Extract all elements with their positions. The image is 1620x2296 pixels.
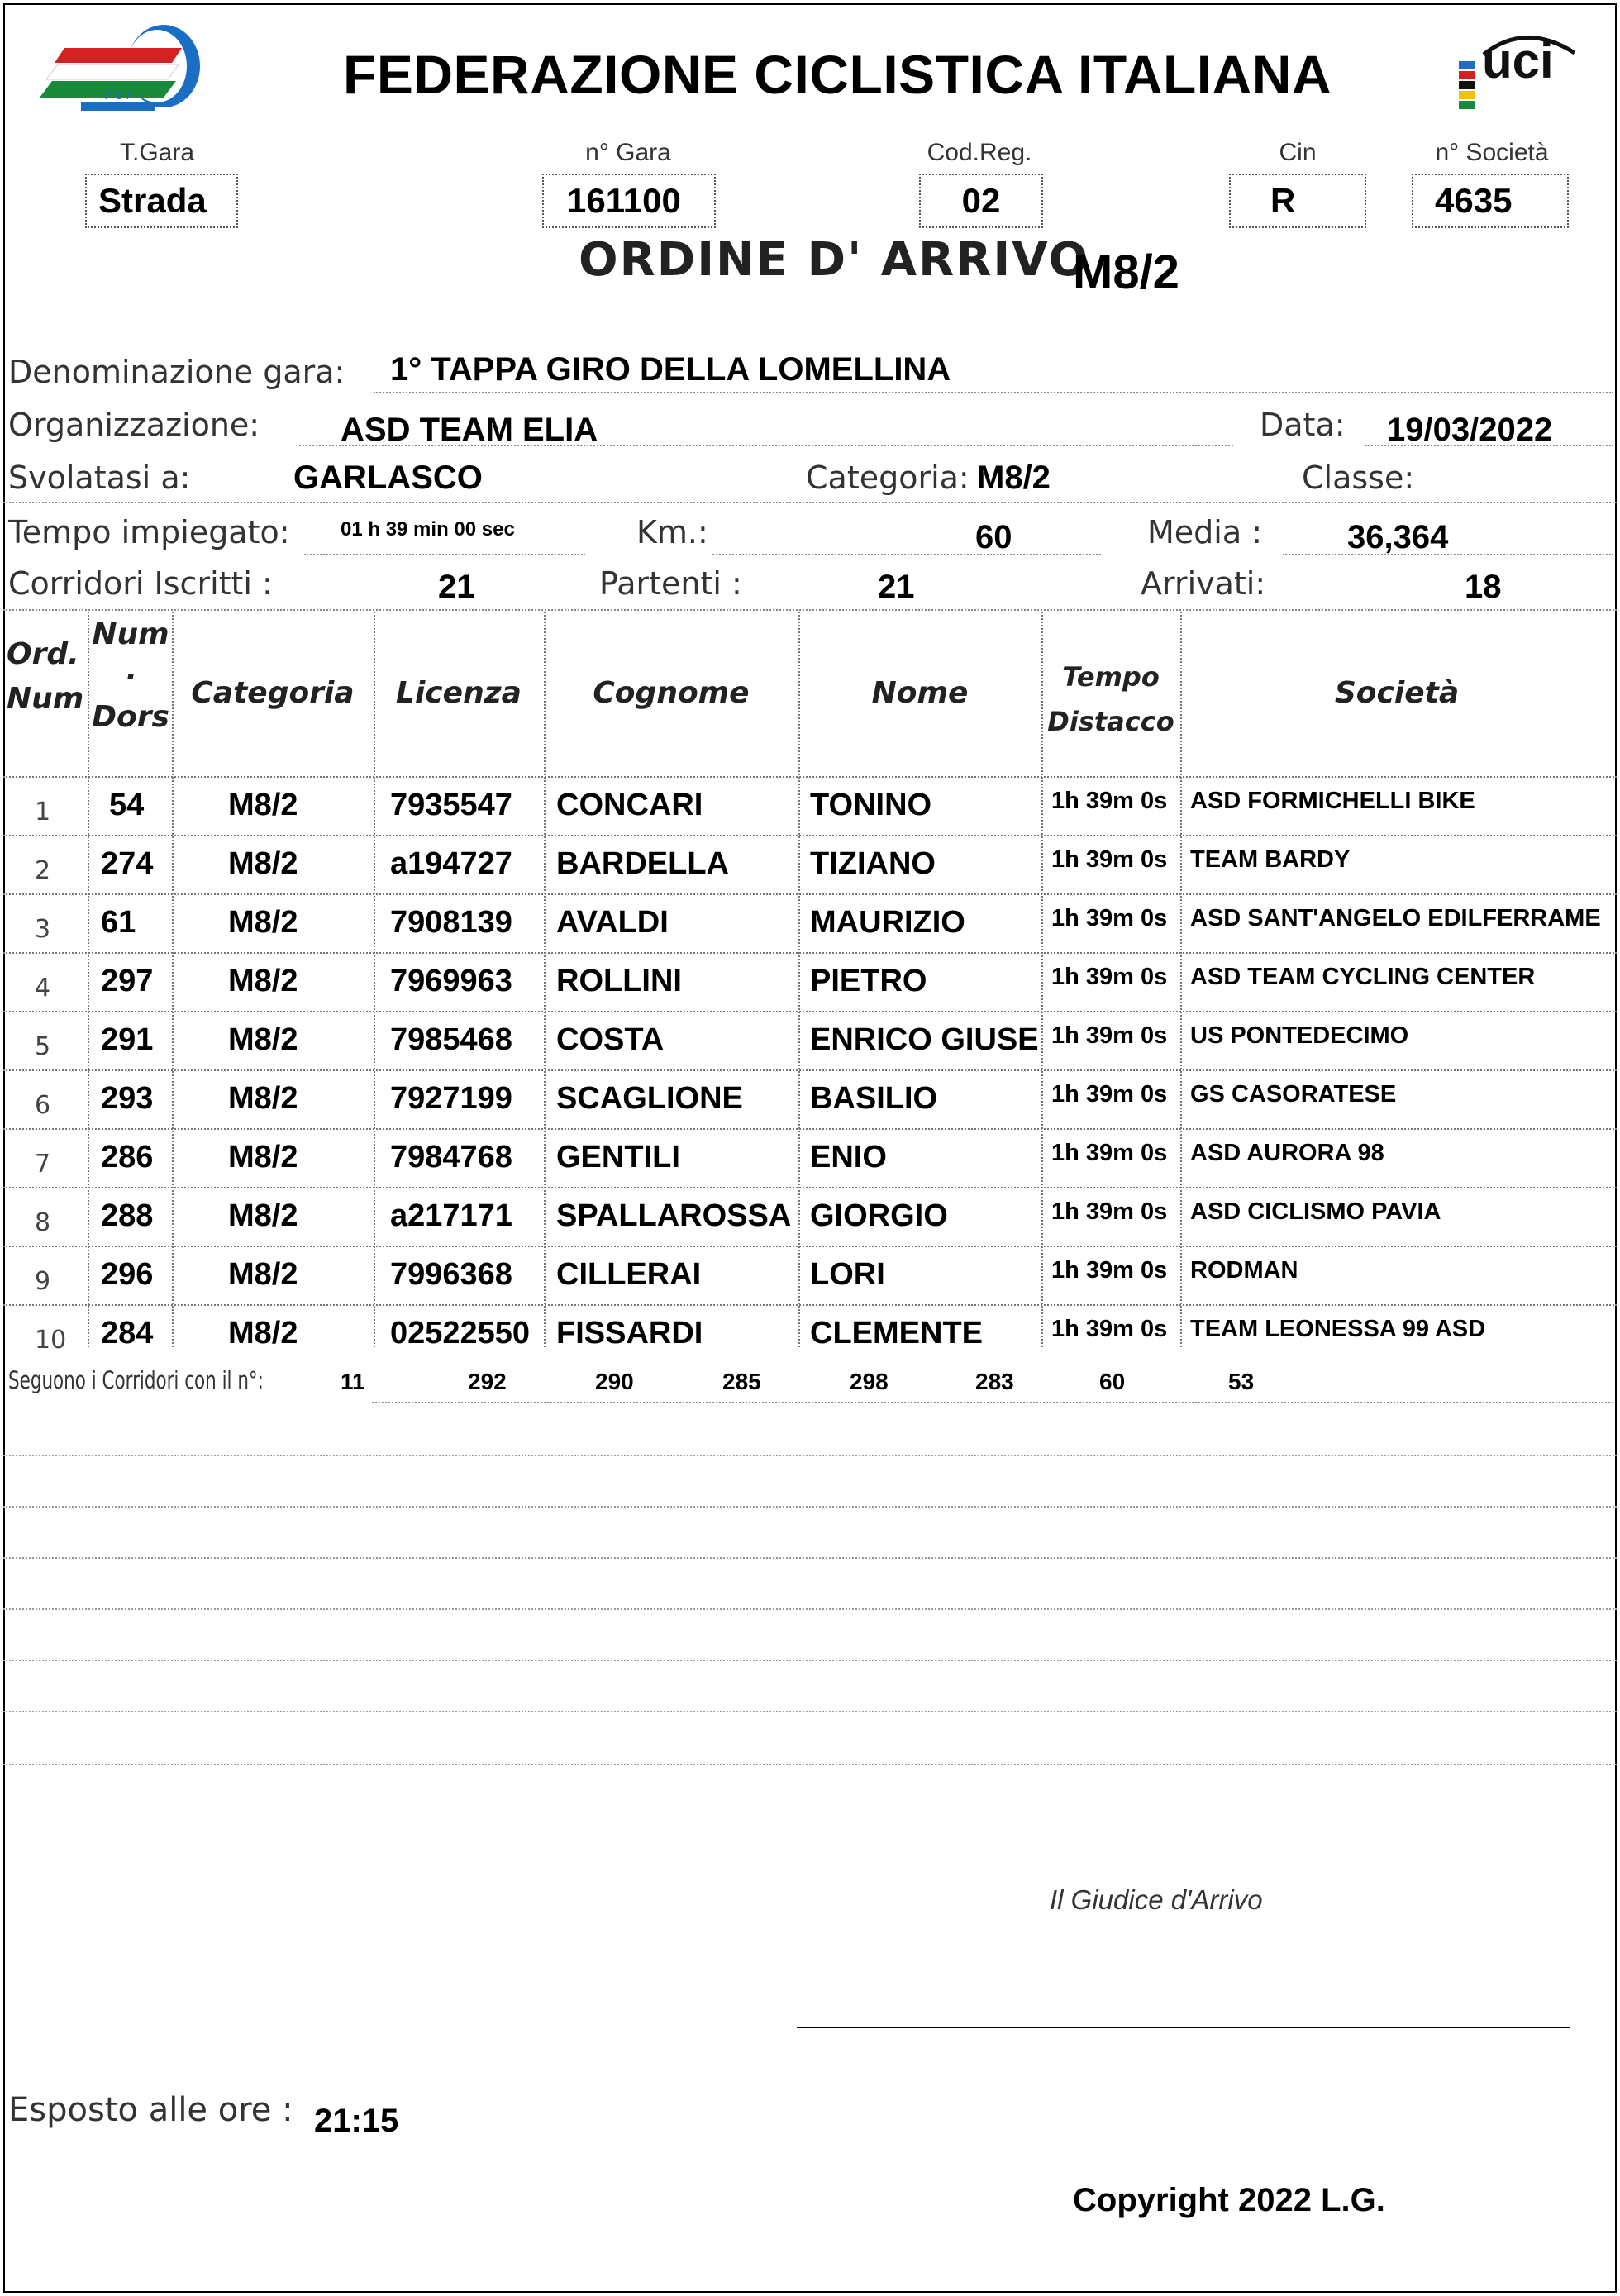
tempo-value: 01 h 39 min 00 sec	[341, 518, 515, 541]
col-divider	[1180, 612, 1182, 1347]
cell-licenza: a194727	[390, 846, 512, 881]
cell-num: 293	[101, 1081, 154, 1116]
svolatasi-label: Svolatasi a:	[8, 460, 191, 496]
cell-categoria: M8/2	[228, 905, 298, 940]
ruled-line	[3, 1660, 1617, 1661]
categoria-label: Categoria:	[806, 460, 970, 496]
cell-num: 288	[101, 1198, 154, 1233]
col-divider	[798, 612, 800, 1347]
cell-categoria: M8/2	[228, 1257, 298, 1292]
cell-nome: CLEMENTE	[810, 1316, 983, 1350]
svolatasi-line	[3, 502, 1617, 503]
codreg-value: 02	[919, 174, 1043, 228]
ruled-line	[3, 1506, 1617, 1508]
cell-cognome: SPALLAROSSA	[556, 1198, 792, 1233]
cell-nome: TIZIANO	[810, 846, 936, 881]
follower-number: 60	[1099, 1369, 1126, 1394]
categoria-value: M8/2	[977, 460, 1051, 496]
cell-ord: 6	[35, 1091, 51, 1120]
km-line	[712, 554, 1101, 555]
cell-num: 297	[101, 964, 154, 998]
row-divider	[3, 1011, 1617, 1012]
cell-num: 54	[109, 788, 145, 822]
iscritti-label: Corridori Iscritti :	[8, 565, 273, 602]
row-divider	[3, 1128, 1617, 1130]
header-num-line2: Dors	[92, 700, 169, 734]
header-num	[89, 613, 172, 739]
cell-societa: ASD CICLISMO PAVIA	[1190, 1198, 1441, 1225]
cell-categoria: M8/2	[228, 1081, 298, 1116]
cell-categoria: M8/2	[228, 846, 298, 881]
cell-tempo: 1h 39m 0s	[1051, 964, 1168, 990]
category-heading: M8/2	[1073, 245, 1179, 299]
cell-ord: 3	[35, 915, 51, 944]
cell-tempo: 1h 39m 0s	[1051, 1198, 1168, 1225]
cell-societa: US PONTEDECIMO	[1190, 1022, 1409, 1049]
ruled-line	[3, 1608, 1617, 1610]
arrivati-value: 18	[1465, 569, 1502, 605]
cell-societa: TEAM BARDY	[1190, 846, 1351, 873]
cell-nome: ENRICO GIUSE	[810, 1022, 1039, 1057]
cell-ord: 1	[35, 798, 51, 826]
cell-num: 284	[101, 1316, 154, 1350]
follower-number: 292	[468, 1369, 507, 1394]
cell-tempo: 1h 39m 0s	[1051, 1257, 1168, 1284]
row-divider	[3, 952, 1617, 954]
svg-text:F C I: F C I	[104, 88, 131, 102]
table-header-divider	[3, 776, 1617, 778]
copyright: Copyright 2022 L.G.	[1073, 2182, 1385, 2218]
cell-ord: 10	[35, 1326, 67, 1355]
row-divider	[3, 835, 1617, 836]
header-ord-line2: Num	[7, 682, 84, 716]
cell-num: 296	[101, 1257, 154, 1292]
cell-nome: GIORGIO	[810, 1198, 948, 1233]
denominazione-line	[374, 392, 1613, 393]
ngara-value: 161100	[542, 174, 716, 228]
uci-logo	[1451, 21, 1587, 117]
cell-categoria: M8/2	[228, 1198, 298, 1233]
cell-categoria: M8/2	[228, 1316, 298, 1350]
cell-ord: 9	[35, 1267, 51, 1296]
cell-categoria: M8/2	[228, 964, 298, 998]
header-nome: Nome	[871, 676, 969, 710]
cell-cognome: AVALDI	[556, 905, 669, 940]
cell-ord: 2	[35, 856, 51, 885]
organizzazione-label: Organizzazione:	[8, 407, 260, 443]
header-tempo-line1: Tempo	[1062, 661, 1160, 693]
signature-line	[797, 2027, 1570, 2028]
cell-societa: ASD AURORA 98	[1190, 1140, 1384, 1166]
tgara-value: Strada	[85, 174, 238, 228]
cell-cognome: CILLERAI	[556, 1257, 702, 1292]
followers-label: Seguono i Corridori con il n°:	[8, 1366, 264, 1394]
data-value: 19/03/2022	[1387, 412, 1553, 448]
header-tempo	[1041, 655, 1180, 744]
cell-num: 61	[101, 905, 136, 940]
cell-nome: ENIO	[810, 1140, 887, 1174]
row-divider	[3, 1246, 1617, 1247]
col-divider	[172, 612, 174, 1347]
cell-cognome: ROLLINI	[556, 964, 682, 998]
cell-societa: GS CASORATESE	[1190, 1081, 1397, 1108]
cell-licenza: 7985468	[390, 1022, 512, 1057]
cell-licenza: 7927199	[390, 1081, 512, 1116]
iscritti-value: 21	[438, 569, 475, 605]
ngara-label: n° Gara	[585, 139, 671, 166]
denominazione-label: Denominazione gara:	[8, 354, 345, 390]
cell-cognome: BARDELLA	[556, 846, 729, 881]
header-societa: Società	[1334, 676, 1460, 710]
cin-label: Cin	[1279, 139, 1317, 166]
cell-ord: 5	[35, 1032, 51, 1061]
col-divider	[374, 612, 375, 1347]
federation-title: FEDERAZIONE CICLISTICA ITALIANA	[343, 44, 1332, 105]
ordine-arrivo-title: ORDINE D' ARRIVO	[579, 233, 1090, 287]
cell-societa: TEAM LEONESSA 99 ASD	[1190, 1316, 1486, 1342]
cell-ord: 4	[35, 974, 51, 1003]
cell-licenza: 02522550	[390, 1316, 531, 1350]
row-divider	[3, 1187, 1617, 1188]
follower-number: 285	[722, 1369, 761, 1394]
cell-tempo: 1h 39m 0s	[1051, 1140, 1168, 1166]
table-top-line	[3, 609, 1617, 611]
follower-number: 53	[1228, 1369, 1255, 1394]
cell-licenza: 7996368	[390, 1257, 512, 1292]
cell-categoria: M8/2	[228, 788, 298, 822]
giudice-label: Il Giudice d'Arrivo	[1050, 1884, 1263, 1915]
cell-categoria: M8/2	[228, 1140, 298, 1174]
cell-num: 286	[101, 1140, 154, 1174]
col-divider	[544, 612, 546, 1347]
partenti-value: 21	[878, 569, 915, 605]
row-divider	[3, 893, 1617, 895]
cell-tempo: 1h 39m 0s	[1051, 905, 1168, 931]
nsocieta-label: n° Società	[1435, 139, 1549, 166]
cell-num: 291	[101, 1022, 154, 1057]
cell-num: 274	[101, 846, 154, 881]
header-num-dot: ·	[125, 660, 136, 694]
km-label: Km.:	[636, 514, 708, 550]
svg-text:uci: uci	[1482, 33, 1554, 88]
ruled-line	[3, 1711, 1617, 1712]
cell-cognome: CONCARI	[556, 788, 703, 822]
cell-cognome: SCAGLIONE	[556, 1081, 743, 1116]
follower-number: 11	[341, 1369, 365, 1394]
media-value: 36,364	[1347, 519, 1449, 555]
cell-nome: LORI	[810, 1257, 885, 1292]
cell-licenza: 7908139	[390, 905, 512, 940]
cell-societa: ASD FORMICHELLI BIKE	[1190, 788, 1475, 814]
esposto-value: 21:15	[314, 2103, 399, 2139]
follower-number: 283	[975, 1369, 1014, 1394]
data-label: Data:	[1260, 407, 1346, 443]
row-divider	[3, 1069, 1617, 1071]
header-ord	[7, 632, 84, 722]
cell-societa: ASD SANT'ANGELO EDILFERRAME	[1190, 905, 1601, 931]
cell-ord: 7	[35, 1150, 51, 1179]
cell-cognome: GENTILI	[556, 1140, 680, 1174]
header-licenza: Licenza	[396, 676, 522, 710]
tgara-label: T.Gara	[119, 139, 195, 166]
fci-logo	[31, 23, 201, 112]
cell-licenza: 7935547	[390, 788, 512, 822]
classe-label: Classe:	[1302, 460, 1415, 496]
arrivati-label: Arrivati:	[1141, 565, 1266, 602]
cell-licenza: 7969963	[390, 964, 512, 998]
cell-tempo: 1h 39m 0s	[1051, 1081, 1168, 1108]
esposto-label: Esposto alle ore :	[8, 2091, 293, 2129]
cell-nome: TONINO	[810, 788, 932, 822]
media-label: Media :	[1147, 514, 1263, 550]
cell-categoria: M8/2	[228, 1022, 298, 1057]
tempo-line	[304, 554, 585, 555]
cell-tempo: 1h 39m 0s	[1051, 788, 1168, 814]
followers-line	[372, 1402, 1613, 1403]
cell-ord: 8	[35, 1208, 51, 1237]
header-ord-line1: Ord.	[7, 637, 79, 671]
nsocieta-value: 4635	[1412, 174, 1569, 228]
ruled-line	[3, 1764, 1617, 1765]
ruled-line	[3, 1557, 1617, 1559]
header-tempo-line2: Distacco	[1047, 706, 1174, 737]
cell-nome: BASILIO	[810, 1081, 938, 1116]
codreg-label: Cod.Reg.	[927, 139, 1032, 166]
follower-number: 298	[850, 1369, 889, 1394]
cell-tempo: 1h 39m 0s	[1051, 1022, 1168, 1049]
cell-nome: PIETRO	[810, 964, 927, 998]
organizzazione-value: ASD TEAM ELIA	[341, 412, 598, 448]
header-num-line1: Num	[92, 617, 169, 651]
partenti-label: Partenti :	[599, 565, 742, 602]
cell-cognome: COSTA	[556, 1022, 665, 1057]
cell-nome: MAURIZIO	[810, 905, 965, 940]
cell-licenza: a217171	[390, 1198, 512, 1233]
km-value: 60	[975, 519, 1012, 555]
ruled-line	[3, 1455, 1617, 1456]
cell-societa: ASD TEAM CYCLING CENTER	[1190, 964, 1536, 990]
cell-societa: RODMAN	[1190, 1257, 1298, 1284]
cell-tempo: 1h 39m 0s	[1051, 846, 1168, 873]
cell-tempo: 1h 39m 0s	[1051, 1316, 1168, 1342]
tempo-label: Tempo impiegato:	[8, 514, 290, 550]
follower-number: 290	[595, 1369, 634, 1394]
svolatasi-value: GARLASCO	[293, 460, 483, 496]
header-categoria: Categoria	[191, 676, 355, 710]
header-cognome: Cognome	[593, 676, 750, 710]
cell-cognome: FISSARDI	[556, 1316, 703, 1350]
denominazione-value: 1° TAPPA GIRO DELLA LOMELLINA	[390, 351, 951, 388]
cell-licenza: 7984768	[390, 1140, 512, 1174]
cin-value: R	[1229, 174, 1366, 228]
row-divider	[3, 1304, 1617, 1306]
